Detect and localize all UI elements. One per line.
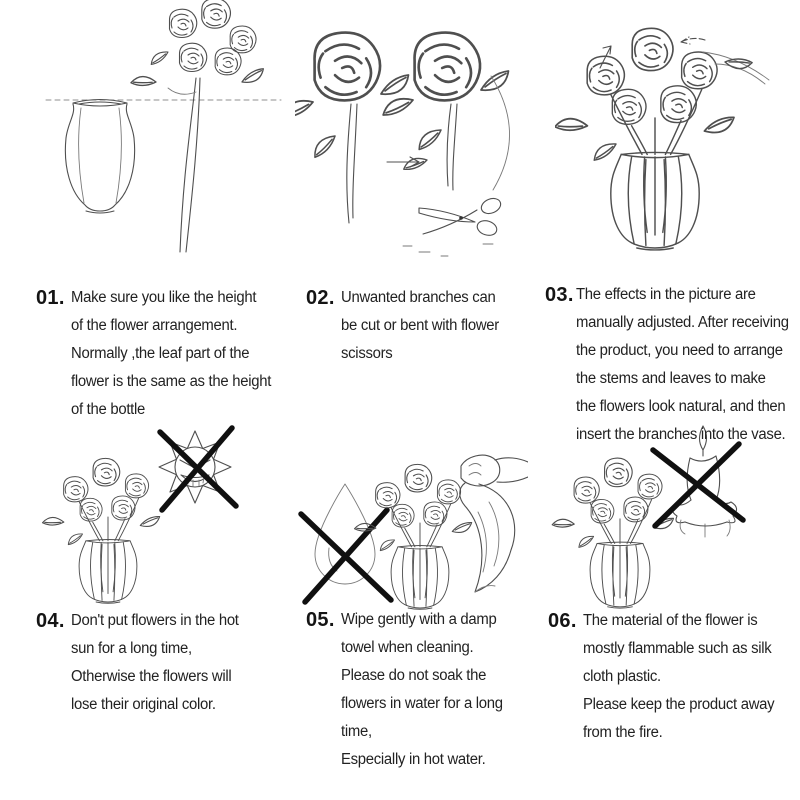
step-02-number: 02. — [306, 287, 335, 309]
text-line: Make sure you like the height — [70, 289, 256, 306]
step-03-caption — [545, 281, 797, 449]
no-hot-sun-illustration — [40, 422, 275, 605]
text-line: lose their original color. — [70, 696, 216, 713]
step-06-text — [583, 607, 774, 747]
text-line: sun for a long time, — [70, 640, 192, 657]
text-line: Normally ,the leaf part of the — [70, 345, 249, 362]
vase-height-comparison-illustration — [28, 0, 283, 270]
text-line: mostly flammable such as silk — [582, 640, 772, 657]
step-02-text — [341, 284, 499, 368]
text-line: of the flower arrangement. — [70, 317, 237, 334]
cross-out-mark — [301, 510, 391, 602]
height-guide-drawing — [28, 0, 283, 270]
step-01-text — [71, 284, 271, 424]
cross-out-mark — [653, 444, 743, 526]
text-line: be cut or bent with flower — [340, 317, 499, 334]
scissors-drawing — [295, 18, 530, 268]
text-line: scissors — [340, 345, 393, 362]
step-05-text — [341, 606, 503, 774]
text-line: towel when cleaning. — [340, 639, 474, 656]
step-05-caption — [306, 606, 509, 774]
step-02-caption — [306, 284, 505, 368]
step-01-caption — [36, 284, 279, 424]
text-line: Don't put flowers in the hot — [70, 612, 239, 629]
text-line: the flowers look natural, and then — [575, 398, 786, 415]
text-line: Especially in hot water. — [340, 751, 486, 768]
cut-or-bend-illustration — [295, 18, 530, 268]
text-line: the product, you need to arrange — [575, 342, 783, 359]
text-line: Otherwise the flowers will — [70, 668, 232, 685]
step-04-caption — [36, 607, 245, 719]
text-line: The effects in the picture are — [575, 286, 756, 303]
text-line: the stems and leaves to make — [575, 370, 766, 387]
step-01-number: 01. — [36, 287, 65, 309]
step-06-number: 06. — [548, 610, 577, 632]
text-line: from the fire. — [582, 724, 663, 741]
step-06-caption — [548, 607, 782, 747]
step-05-number: 05. — [306, 609, 335, 631]
step-04-number: 04. — [36, 610, 65, 632]
text-line: time, — [340, 723, 372, 740]
text-line: Unwanted branches can — [340, 289, 496, 306]
text-line: Please keep the product away — [582, 696, 774, 713]
text-line: insert the branches into the vase. — [575, 426, 786, 443]
text-line: flowers in water for a long — [340, 695, 503, 712]
cross-out-mark — [160, 428, 236, 510]
step-03-text — [576, 281, 789, 449]
text-line: Wipe gently with a damp — [340, 611, 497, 628]
wipe-cleaning-drawing — [283, 432, 528, 610]
text-line: cloth plastic. — [582, 668, 661, 685]
step-04-text — [71, 607, 239, 719]
arrange-in-vase-illustration — [555, 8, 800, 260]
damp-towel-cleaning-illustration — [283, 432, 528, 610]
crossed-sun-drawing — [40, 422, 275, 605]
text-line: Please do not soak the — [340, 667, 486, 684]
text-line: of the bottle — [70, 401, 145, 418]
text-line: The material of the flower is — [582, 612, 758, 629]
bouquet-arranging-drawing — [555, 8, 800, 260]
step-03-number: 03. — [545, 284, 574, 306]
text-line: manually adjusted. After receiving — [575, 314, 789, 331]
text-line: flower is the same as the height — [70, 373, 271, 390]
